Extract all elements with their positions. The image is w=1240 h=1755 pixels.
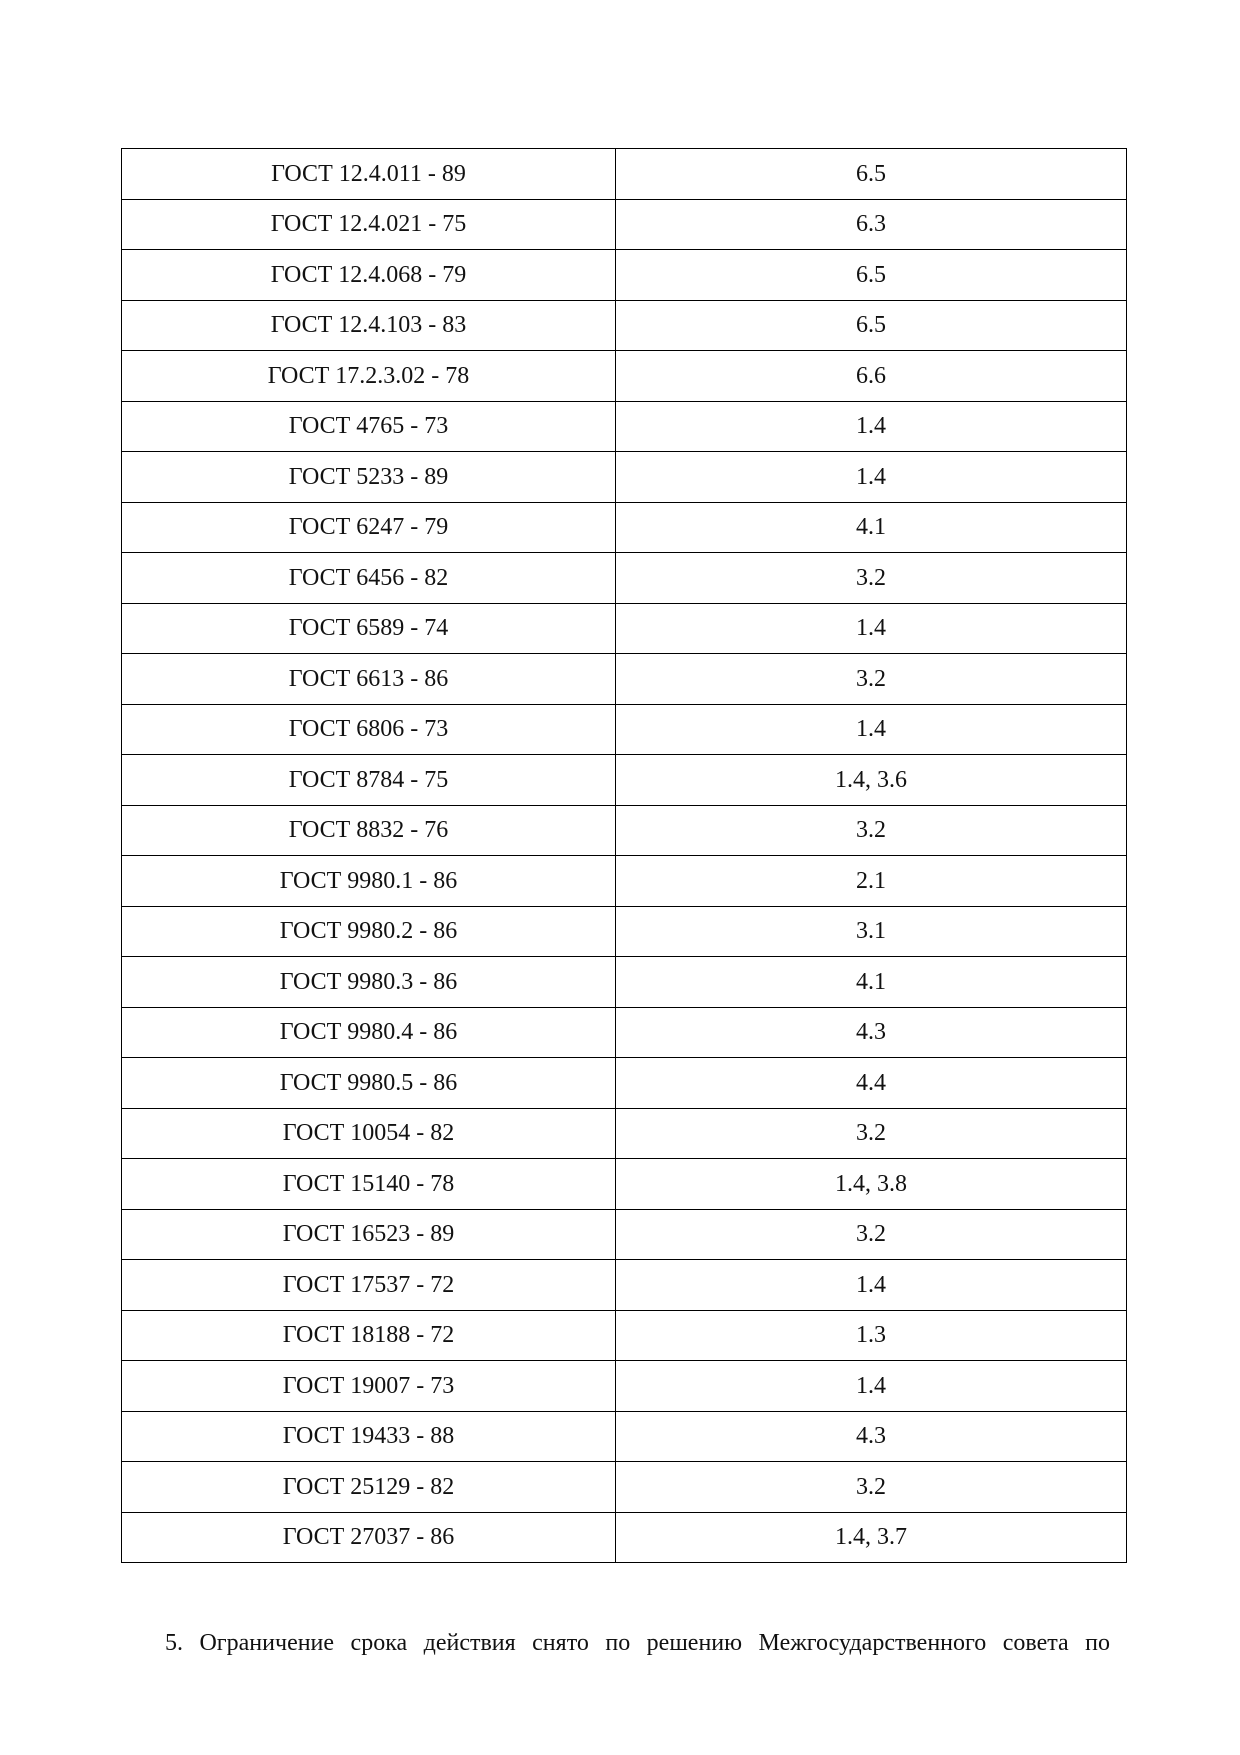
item-number-cell: 4.1 — [616, 957, 1127, 1008]
item-number-cell: 1.4, 3.7 — [616, 1512, 1127, 1563]
table-row — [122, 1512, 1127, 1563]
document-designation-cell: ГОСТ 6806 - 73 — [122, 704, 616, 755]
item-number-cell: 1.4 — [616, 1260, 1127, 1311]
item-number-cell: 3.2 — [616, 1462, 1127, 1513]
table-row — [122, 452, 1127, 503]
item-number-cell: 6.5 — [616, 149, 1127, 200]
document-designation-cell: ГОСТ 6247 - 79 — [122, 502, 616, 553]
table-row — [122, 1058, 1127, 1109]
item-number-cell: 3.2 — [616, 654, 1127, 705]
item-number-cell: 3.2 — [616, 1209, 1127, 1260]
document-designation-cell: ГОСТ 8784 - 75 — [122, 755, 616, 806]
document-designation-cell: ГОСТ 17.2.3.02 - 78 — [122, 351, 616, 402]
table-row — [122, 1462, 1127, 1513]
table-row — [122, 149, 1127, 200]
table-row — [122, 1007, 1127, 1058]
item-number-cell: 1.4 — [616, 1361, 1127, 1412]
table-row — [122, 755, 1127, 806]
table-row — [122, 1310, 1127, 1361]
document-designation-cell: ГОСТ 12.4.068 - 79 — [122, 250, 616, 301]
table-row — [122, 1411, 1127, 1462]
document-designation-cell: ГОСТ 17537 - 72 — [122, 1260, 616, 1311]
table-row — [122, 1108, 1127, 1159]
table-row — [122, 1209, 1127, 1260]
item-number-cell: 6.5 — [616, 250, 1127, 301]
item-number-cell: 1.4, 3.6 — [616, 755, 1127, 806]
item-number-cell: 1.3 — [616, 1310, 1127, 1361]
document-designation-cell: ГОСТ 4765 - 73 — [122, 401, 616, 452]
table-row — [122, 906, 1127, 957]
table-row — [122, 957, 1127, 1008]
document-designation-cell: ГОСТ 19433 - 88 — [122, 1411, 616, 1462]
document-designation-cell: ГОСТ 9980.3 - 86 — [122, 957, 616, 1008]
document-designation-cell: ГОСТ 9980.4 - 86 — [122, 1007, 616, 1058]
document-designation-cell: ГОСТ 9980.1 - 86 — [122, 856, 616, 907]
document-designation-cell: ГОСТ 9980.5 - 86 — [122, 1058, 616, 1109]
document-designation-cell: ГОСТ 15140 - 78 — [122, 1159, 616, 1210]
document-designation-cell: ГОСТ 12.4.011 - 89 — [122, 149, 616, 200]
item-number-cell: 1.4 — [616, 704, 1127, 755]
document-designation-cell: ГОСТ 12.4.103 - 83 — [122, 300, 616, 351]
document-designation-cell: ГОСТ 10054 - 82 — [122, 1108, 616, 1159]
document-designation-cell: ГОСТ 6589 - 74 — [122, 603, 616, 654]
table-row — [122, 300, 1127, 351]
item-number-cell: 2.1 — [616, 856, 1127, 907]
document-designation-cell: ГОСТ 16523 - 89 — [122, 1209, 616, 1260]
item-number-cell: 1.4 — [616, 452, 1127, 503]
item-number-cell: 1.4, 3.8 — [616, 1159, 1127, 1210]
table-row — [122, 553, 1127, 604]
table-row — [122, 1361, 1127, 1412]
item-number-cell: 3.2 — [616, 553, 1127, 604]
table-body — [122, 149, 1127, 1563]
item-number-cell: 4.3 — [616, 1007, 1127, 1058]
item-number-cell: 6.3 — [616, 199, 1127, 250]
table-row — [122, 502, 1127, 553]
document-designation-cell: ГОСТ 27037 - 86 — [122, 1512, 616, 1563]
item-number-cell: 3.2 — [616, 1108, 1127, 1159]
item-number-cell: 6.6 — [616, 351, 1127, 402]
table-row — [122, 704, 1127, 755]
item-number-cell: 4.4 — [616, 1058, 1127, 1109]
reference-documents-table — [121, 148, 1127, 1563]
item-number-cell: 3.1 — [616, 906, 1127, 957]
table-row — [122, 805, 1127, 856]
document-designation-cell: ГОСТ 6456 - 82 — [122, 553, 616, 604]
table-row — [122, 856, 1127, 907]
item-number-cell: 4.1 — [616, 502, 1127, 553]
document-designation-cell: ГОСТ 8832 - 76 — [122, 805, 616, 856]
document-designation-cell: ГОСТ 18188 - 72 — [122, 1310, 616, 1361]
item-number-cell: 3.2 — [616, 805, 1127, 856]
document-designation-cell: ГОСТ 12.4.021 - 75 — [122, 199, 616, 250]
table-row — [122, 654, 1127, 705]
table-row — [122, 603, 1127, 654]
document-designation-cell: ГОСТ 9980.2 - 86 — [122, 906, 616, 957]
item-number-cell: 6.5 — [616, 300, 1127, 351]
item-number-cell: 4.3 — [616, 1411, 1127, 1462]
table-row — [122, 1159, 1127, 1210]
table-row — [122, 351, 1127, 402]
document-designation-cell: ГОСТ 25129 - 82 — [122, 1462, 616, 1513]
document-designation-cell: ГОСТ 19007 - 73 — [122, 1361, 616, 1412]
table-row — [122, 199, 1127, 250]
table-row — [122, 250, 1127, 301]
document-designation-cell: ГОСТ 6613 - 86 — [122, 654, 616, 705]
table-row — [122, 1260, 1127, 1311]
item-number-cell: 1.4 — [616, 603, 1127, 654]
note-paragraph: 5. Ограничение срока действия снято по решению Межгосударственного совета по — [165, 1630, 1110, 1656]
document-designation-cell: ГОСТ 5233 - 89 — [122, 452, 616, 503]
item-number-cell: 1.4 — [616, 401, 1127, 452]
table-row — [122, 401, 1127, 452]
